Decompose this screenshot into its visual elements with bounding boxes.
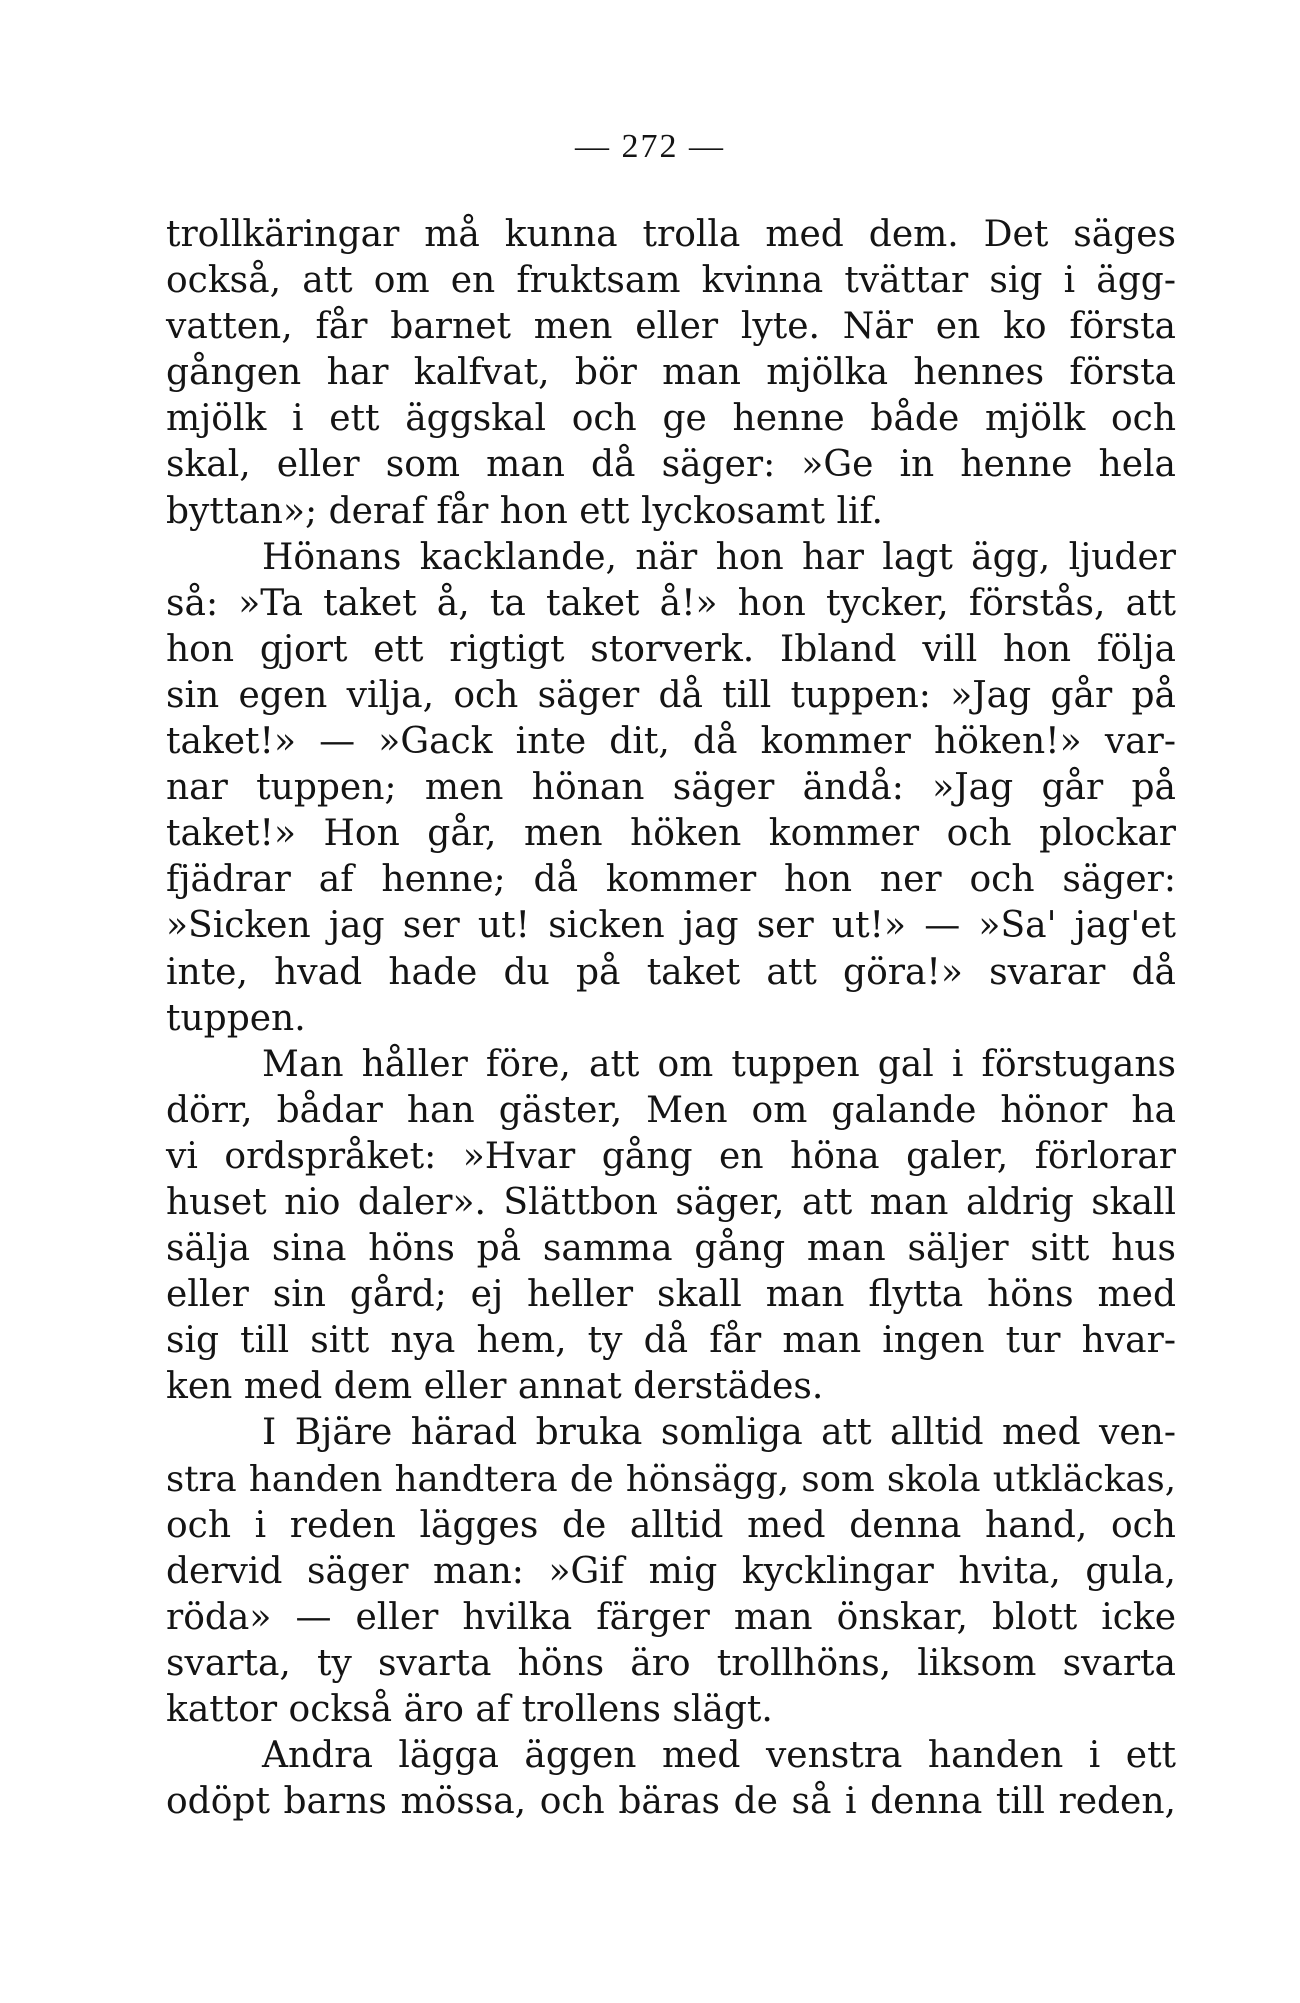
text-line: så: »Ta taket å, ta taket å!» hon tycker, förstås, att [166, 582, 1176, 624]
text-line: Hönans kacklande, när hon har lagt ägg, ljuder [262, 536, 1176, 578]
text-line: sälja sina höns på samma gång man säljer sitt hus [166, 1228, 1176, 1270]
text-line: Man håller före, att om tuppen gal i förstugans [262, 1043, 1176, 1085]
text-line: och i reden lägges de alltid med denna hand, och [166, 1504, 1176, 1546]
text-line: tuppen. [166, 997, 306, 1039]
body-text [166, 212, 1176, 1825]
page-number: — 272 — [575, 128, 725, 165]
text-line: taket!» Hon går, men höken kommer och plockar [166, 813, 1176, 855]
text-line: hon gjort ett rigtigt storverk. Ibland vill hon följa [166, 628, 1176, 670]
text-line: Andra lägga äggen med venstra handen i ett [262, 1735, 1176, 1777]
text-line: fjädrar af henne; då kommer hon ner och säger: [166, 859, 1176, 901]
text-line: sig till sitt nya hem, ty då får man ingen tur hvar- [166, 1320, 1176, 1362]
text-line: inte, hvad hade du på taket att göra!» svarar då [166, 951, 1176, 993]
text-line: svarta, ty svarta höns äro trollhöns, liksom svarta [166, 1642, 1176, 1684]
text-line: kattor också äro af trollens slägt. [166, 1689, 773, 1730]
text-line: odöpt barns mössa, och bäras de så i denna till reden, [166, 1781, 1176, 1823]
text-line: röda» — eller hvilka färger man önskar, blott icke [166, 1596, 1176, 1638]
text-line: skal, eller som man då säger: »Ge in henne hela [166, 444, 1176, 486]
text-line: »Sicken jag ser ut! sicken jag ser ut!» — »Sa' jag'et [166, 905, 1176, 947]
text-line: mjölk i ett äggskal och ge henne både mjölk och [166, 398, 1176, 440]
text-line: vi ordspråket: »Hvar gång en höna galer, förlorar [166, 1135, 1176, 1177]
text-line: I Bjäre härad bruka somliga att alltid med ven- [262, 1412, 1176, 1454]
text-line: ken med dem eller annat derstädes. [166, 1366, 824, 1408]
text-line: sin egen vilja, och säger då till tuppen: »Jag går på [166, 674, 1176, 716]
text-line: också, att om en fruktsam kvinna tvättar sig i ägg- [166, 260, 1176, 302]
text-line: nar tuppen; men hönan säger ändå: »Jag går på [166, 767, 1176, 809]
text-line: trollkäringar må kunna trolla med dem. Det säges [166, 214, 1176, 255]
text-line: taket!» — »Gack inte dit, då kommer höken!» var- [166, 721, 1176, 763]
text-line: dörr, bådar han gäster, Men om galande hönor ha [166, 1089, 1176, 1131]
text-line: vatten, får barnet men eller lyte. När en ko första [166, 306, 1176, 348]
text-line: dervid säger man: »Gif mig kycklingar hvita, gula, [166, 1550, 1176, 1592]
text-line: eller sin gård; ej heller skall man flytta höns med [166, 1274, 1176, 1316]
text-line: stra handen handtera de hönsägg, som skola utkläckas, [166, 1458, 1176, 1500]
text-line: byttan»; deraf får hon ett lyckosamt lif. [166, 490, 883, 532]
text-line: huset nio daler». Slättbon säger, att man aldrig skall [166, 1181, 1176, 1223]
text-line: gången har kalfvat, bör man mjölka hennes första [166, 352, 1176, 394]
